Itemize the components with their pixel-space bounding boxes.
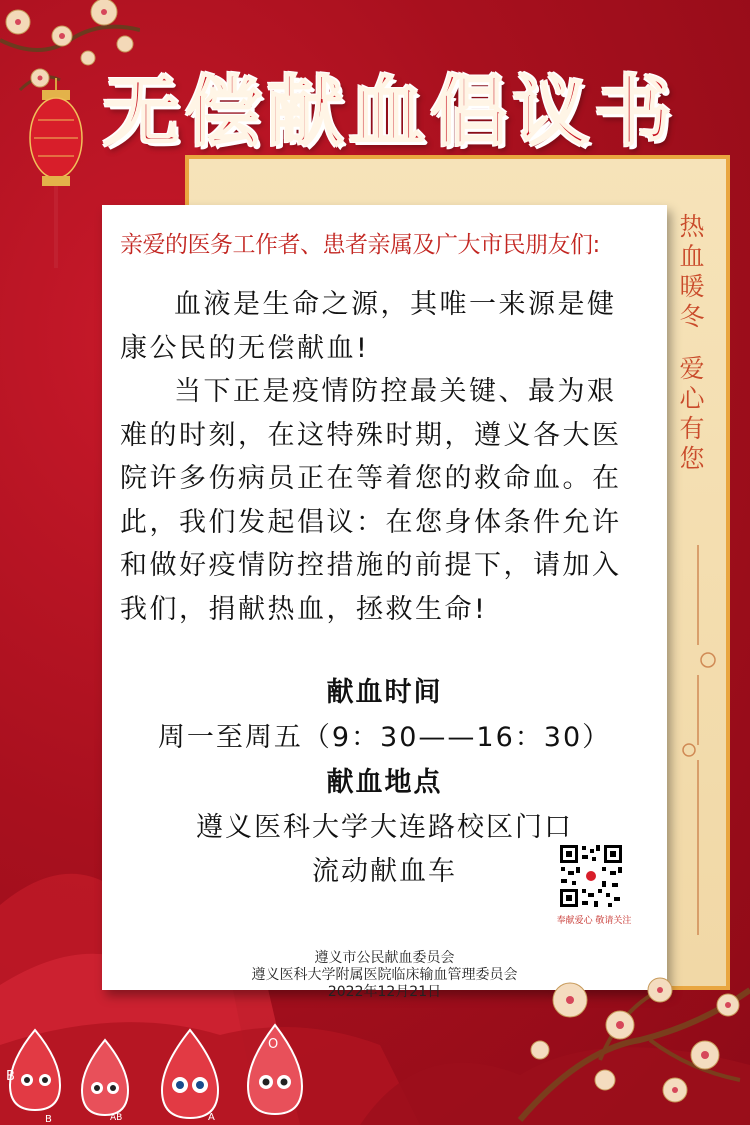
slogan-char: 爱 [679,354,705,383]
paragraph-2: 当下正是疫情防控最关键、最为艰难的时刻，在这特殊时期，遵义各大医院许多伤病员正在等着您的救命血。在此，我们发起倡议：在您身体条件允许和做好疫情防控措施的前提下，请加入我们，捐献热血，拯救生命! [120,376,622,625]
page-title: 无偿献血倡议书 [103,66,677,156]
salutation: 亲爱的医务工作者、患者亲属及广大市民朋友们: [120,232,600,258]
footer-org-1: 遵义市公民献血委员会 [314,950,455,966]
mascot-label: B [45,1114,52,1125]
mascot-label: A [208,1112,215,1123]
mascot-label: O [268,1037,279,1052]
paragraph-1: 血液是生命之源，其唯一来源是健康公民的无偿献血! [120,289,617,364]
slogan-char: 热 [679,212,705,241]
side-line-ornament [668,545,718,935]
blood-drop-mascot-icon [0,1010,320,1125]
slogan-char: 有 [679,414,705,443]
slogan-char: 心 [679,384,705,413]
place-line-1: 遵义医科大学大连路校区门口 [196,812,573,843]
title-banner [70,45,710,165]
footer-org-2: 遵义医科大学附属医院临床输血管理委员会 [251,967,518,983]
place-heading: 献血地点 [326,767,443,798]
footer-date: 2022年12月21日 [327,984,442,1000]
side-slogan [672,212,712,474]
slogan-char: 您 [679,444,705,473]
proposal-body [120,283,642,631]
time-value: 周一至周五（9：30——16：30） [157,722,612,753]
slogan-char: 血 [679,242,705,271]
place-line-2: 流动献血车 [312,856,457,887]
mascot-label: B [6,1069,15,1084]
qr-code-icon[interactable] [558,843,624,909]
slogan-char: 冬 [679,302,705,331]
plum-blossom-decoration-bottom [500,930,750,1125]
mascot-label: AB [110,1113,123,1123]
time-heading: 献血时间 [326,677,443,708]
qr-caption: 奉献爱心 敬请关注 [556,916,632,926]
slogan-char: 暖 [679,272,705,301]
